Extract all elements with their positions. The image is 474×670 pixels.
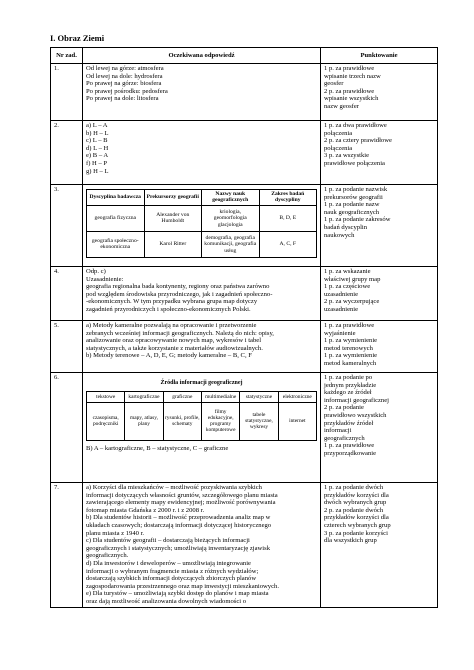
disciplines-row xyxy=(87,205,317,231)
score-line: przyporządkowanie xyxy=(324,449,376,457)
sources-row xyxy=(87,402,317,440)
answer-line: b) Metody terenowe – A, D, E, G; metody kameralne – B, C, F xyxy=(86,352,252,360)
answer-line: a) Korzyści dla mieszkańców – możliwość pozyskiwania szybkich xyxy=(86,484,262,491)
answer-line: Odp. c) xyxy=(86,268,106,275)
task-row-4 xyxy=(51,267,438,321)
score-line: 1 p. za prawidłowe xyxy=(324,322,375,329)
score-line: badań dyscyplin xyxy=(324,223,368,231)
answer-line: statystycznych, a także korzystanie z materiałów audiowizualnych. xyxy=(86,344,263,352)
score-line: nazw geosfer xyxy=(324,102,359,110)
task-scoring xyxy=(321,373,438,483)
answer-line: informacji dotyczących własności gruntów, szczegółowego planu miasta xyxy=(86,491,278,499)
answer-line: układach czasowych; dostarczają informacji dotyczącej historycznego xyxy=(86,521,272,529)
answer-line: c) L – B xyxy=(86,137,108,145)
answer-line: Od lewej na górze: atmosfera xyxy=(86,65,164,72)
disciplines-header-row xyxy=(87,190,317,206)
answer-line: geografia regionalna bada kontynenty, regiony oraz państwa zarówno xyxy=(86,283,270,291)
table-header-row xyxy=(51,48,438,64)
score-line: wpisanie wszystkich xyxy=(324,95,379,103)
sources-cell: filmy edukacyjne, programy komputerowe xyxy=(201,402,239,440)
score-line: dwóch wybranych grup xyxy=(324,499,387,507)
sources-cell: mapy, atlasy, plany xyxy=(125,402,163,440)
task-number: 2. xyxy=(51,121,83,185)
score-line: 1 p. za wskazanie xyxy=(324,268,371,275)
score-line: 1 p. za podanie dwóch xyxy=(324,484,384,491)
score-line: wpisanie trzech nazw xyxy=(324,72,381,80)
task-number: 3. xyxy=(51,185,83,267)
score-line: 2 p. za podanie xyxy=(324,404,364,412)
answer-line: zagospodarowania przestrzennego oraz map inwestycji mieszkaniowych. xyxy=(86,582,279,590)
answer-line: zebranych wcześniej informacji geograficznych. Należą do nich: opisy, xyxy=(86,329,274,337)
answer-line: e) Dla turystów – umożliwiają szybki dostęp do planów i map miasta xyxy=(86,590,269,598)
score-line: geosfer xyxy=(324,80,344,88)
task-row-3 xyxy=(51,185,438,267)
task-number: 7. xyxy=(51,483,83,608)
score-line: przykładów korzyści dla xyxy=(324,514,389,522)
score-line: jednym przykładzie xyxy=(324,381,377,389)
answer-line: Po prawej na górze: biosfera xyxy=(86,80,162,88)
answer-line: pod względem środowiska przyrodniczego, jak i zagadnień społeczno- xyxy=(86,290,273,298)
score-line: metod terenowych xyxy=(324,344,373,352)
disciplines-header-cell: Nazwy nauk geograficznych xyxy=(202,190,260,206)
answer-line: planu miasta z 1940 r. xyxy=(86,529,145,537)
disciplines-cell: B, D, E xyxy=(259,205,317,231)
task-answer xyxy=(83,64,321,121)
score-line: informacji xyxy=(324,427,352,435)
score-line: przykładów korzyści dla xyxy=(324,491,389,499)
score-line: naukowych xyxy=(324,231,355,239)
answer-line: a) L – A xyxy=(86,122,108,129)
score-line: uzasadnienie xyxy=(324,290,359,298)
disciplines-header-cell: Zakres badań dyscypliny xyxy=(259,190,317,206)
score-line: wyjaśnienie xyxy=(324,329,356,337)
answer-line: B) A – kartograficzne, B – statystyczne, C – graficzne xyxy=(86,444,229,452)
score-line: uzasadnienie xyxy=(324,305,359,313)
score-line: właściwej grupy map xyxy=(324,275,381,283)
task-number: 4. xyxy=(51,267,83,321)
answer-line: -ekonomicznych. W tym przypadku wybrana grupa map dotyczy xyxy=(86,298,258,306)
sources-header-cell: multimedialne xyxy=(201,391,239,402)
sources-cell: tabele statystyczne, wykresy xyxy=(240,402,278,440)
answer-line: geograficznych. xyxy=(86,552,129,560)
score-line: 1 p. za wymienienie xyxy=(324,337,378,345)
answer-line: geograficznych i statystycznych; umożliwiają inwentaryzację zjawisk xyxy=(86,544,271,552)
score-line: 1 p. za dwa prawidłowe xyxy=(324,122,387,129)
answer-line: a) Metody kameralne pozwalają na opracowanie i przetworzenie xyxy=(86,322,257,329)
header-scoring: Punktowanie xyxy=(321,48,438,64)
sources-header-cell: kartograficzne xyxy=(125,391,163,402)
answer-line: b) Dla studentów historii – możliwość przeprowadzenia analiz map w xyxy=(86,514,271,522)
task-row-6 xyxy=(51,373,438,483)
answer-line: g) H – L xyxy=(86,167,109,175)
answer-line: Od lewej na dole: hydrosfera xyxy=(86,72,163,80)
answer-line: d) Dla inwestorów i deweloperów – umożliwiają integrowanie xyxy=(86,559,251,567)
disciplines-cell: A, C, F xyxy=(259,231,317,257)
score-line: 2 p. za wyczerpujące xyxy=(324,298,380,306)
disciplines-cell: Karol Ritter xyxy=(144,231,202,257)
task-number: 5. xyxy=(51,321,83,373)
answer-line: Po prawej na dole: litosfera xyxy=(86,95,159,103)
answer-line: f) H – P xyxy=(86,159,108,167)
sources-cell: rysunki, profile, schematy xyxy=(163,402,201,440)
task-number: 6. xyxy=(51,373,83,483)
disciplines-header-cell: Dyscyplina badawcza xyxy=(87,190,145,206)
answer-line: analizowanie oraz opracowywanie nowych map, wykresów i tabel xyxy=(86,337,262,345)
sources-header-cell: statystyczne xyxy=(240,391,278,402)
disciplines-cell: geografia społeczno-ekonomiczna xyxy=(87,231,145,257)
score-line: 2 p. za cztery prawidłowe xyxy=(324,137,392,145)
answer-line: d) L – H xyxy=(86,144,109,152)
score-line: 2 p. za podanie dwóch xyxy=(324,506,384,514)
task-scoring xyxy=(321,185,438,267)
answer-line: fotomap miasta Gdańska z 2000 r. i z 2008 r. xyxy=(86,506,205,514)
disciplines-cell: Alexander von Humboldt xyxy=(144,205,202,231)
score-line: prawidłowo wszystkich xyxy=(324,411,387,419)
score-line: prawidłowe połączenia xyxy=(324,159,385,167)
score-line: każdego ze źródeł xyxy=(324,389,372,397)
sources-cell: internet xyxy=(278,402,316,440)
score-line: 1 p. za podanie zakresów xyxy=(324,216,391,224)
disciplines-cell: demografia, geografia komunikacji, geografia usług xyxy=(202,231,260,257)
answer-key-table xyxy=(50,47,438,608)
answer-line: b) H – L xyxy=(86,129,109,137)
task-answer xyxy=(83,185,321,267)
task-answer xyxy=(83,321,321,373)
score-line: 2 p. za prawidłowe xyxy=(324,87,375,95)
score-line: 1 p. za prawidłowe xyxy=(324,442,375,450)
task-number: 1. xyxy=(51,64,83,121)
score-line: 1 p. za podanie nazwisk xyxy=(324,186,388,193)
task-answer xyxy=(83,483,321,608)
score-line: 1 p. za podanie po xyxy=(324,374,373,381)
answer-line: c) Dla studentów geografii – dostarczają bieżących informacji xyxy=(86,537,250,545)
answer-line: Po prawej pośrodku: pedosfera xyxy=(86,87,168,95)
score-line: 1 p. za podanie nazw xyxy=(324,201,380,209)
score-line: nauk geograficznych xyxy=(324,208,380,216)
task-answer xyxy=(83,373,321,483)
sources-table xyxy=(86,391,317,441)
task-scoring xyxy=(321,121,438,185)
sources-header-cell: graficzne xyxy=(163,391,201,402)
score-line: prekursorów geografii xyxy=(324,193,383,201)
task-row-7 xyxy=(51,483,438,608)
header-expected-answer: Oczekiwana odpowiedź xyxy=(83,48,321,64)
answer-line: oraz dają możliwość analizowania dowolnych wiadomości o xyxy=(86,597,247,605)
score-line: 3 p. za wszystkie xyxy=(324,152,370,160)
task-answer xyxy=(83,267,321,321)
task-row-5 xyxy=(51,321,438,373)
task-answer xyxy=(83,121,321,185)
answer-line: Uzasadnienie: xyxy=(86,275,124,283)
score-line: informacji geograficznej xyxy=(324,396,389,404)
score-line: 1 p. za wymienienie xyxy=(324,352,378,360)
task-scoring xyxy=(321,321,438,373)
disciplines-cell: geografia fizyczna xyxy=(87,205,145,231)
sources-table-title: Źródła informacji geograficznej xyxy=(160,380,243,386)
answer-line: dostarczają szybkich informacji dotyczących zbiorczych planów xyxy=(86,575,257,583)
score-line: połączenia xyxy=(324,129,353,137)
score-line: geograficznych xyxy=(324,434,365,442)
disciplines-row xyxy=(87,231,317,257)
disciplines-table xyxy=(86,189,317,258)
score-line: czterech wybranych grup xyxy=(324,521,391,529)
sources-header-cell: tekstowe xyxy=(87,391,125,402)
task-row-2 xyxy=(51,121,438,185)
score-line: połączenia xyxy=(324,144,353,152)
sources-header-cell: elektroniczne xyxy=(278,391,316,402)
answer-line: informacji o wybranym fragmencie miasta z różnych wydziałów; xyxy=(86,567,259,575)
disciplines-cell: kriologia, geomorfologia glacjologia xyxy=(202,205,260,231)
answer-line: zagadnień przyrodniczych i społeczno-ekonomicznych Polski. xyxy=(86,305,251,313)
task-scoring xyxy=(321,483,438,608)
score-line: 1 p. za prawidłowe xyxy=(324,65,375,72)
score-line: 1 p. za częściowe xyxy=(324,283,371,291)
header-task-number: Nr zad. xyxy=(51,48,83,64)
task-scoring xyxy=(321,64,438,121)
score-line: 3 p. za podanie korzyści xyxy=(324,529,388,537)
answer-line: e) B – A xyxy=(86,152,109,160)
score-line: metod kameralnych xyxy=(324,359,377,367)
disciplines-header-cell: Prekursorzy geografii xyxy=(144,190,202,206)
sources-header-row xyxy=(87,391,317,402)
score-line: dla wszystkich grup xyxy=(324,537,377,545)
task-row-1 xyxy=(51,64,438,121)
score-line: przykładów źródeł xyxy=(324,419,374,427)
section-title: I. Obraz Ziemi xyxy=(50,33,105,43)
sources-cell: czasopisma, podręczniki xyxy=(87,402,125,440)
task-scoring xyxy=(321,267,438,321)
answer-line: zawierającego elementy mapy ewidencyjnej; możliwość porównywania xyxy=(86,499,276,507)
